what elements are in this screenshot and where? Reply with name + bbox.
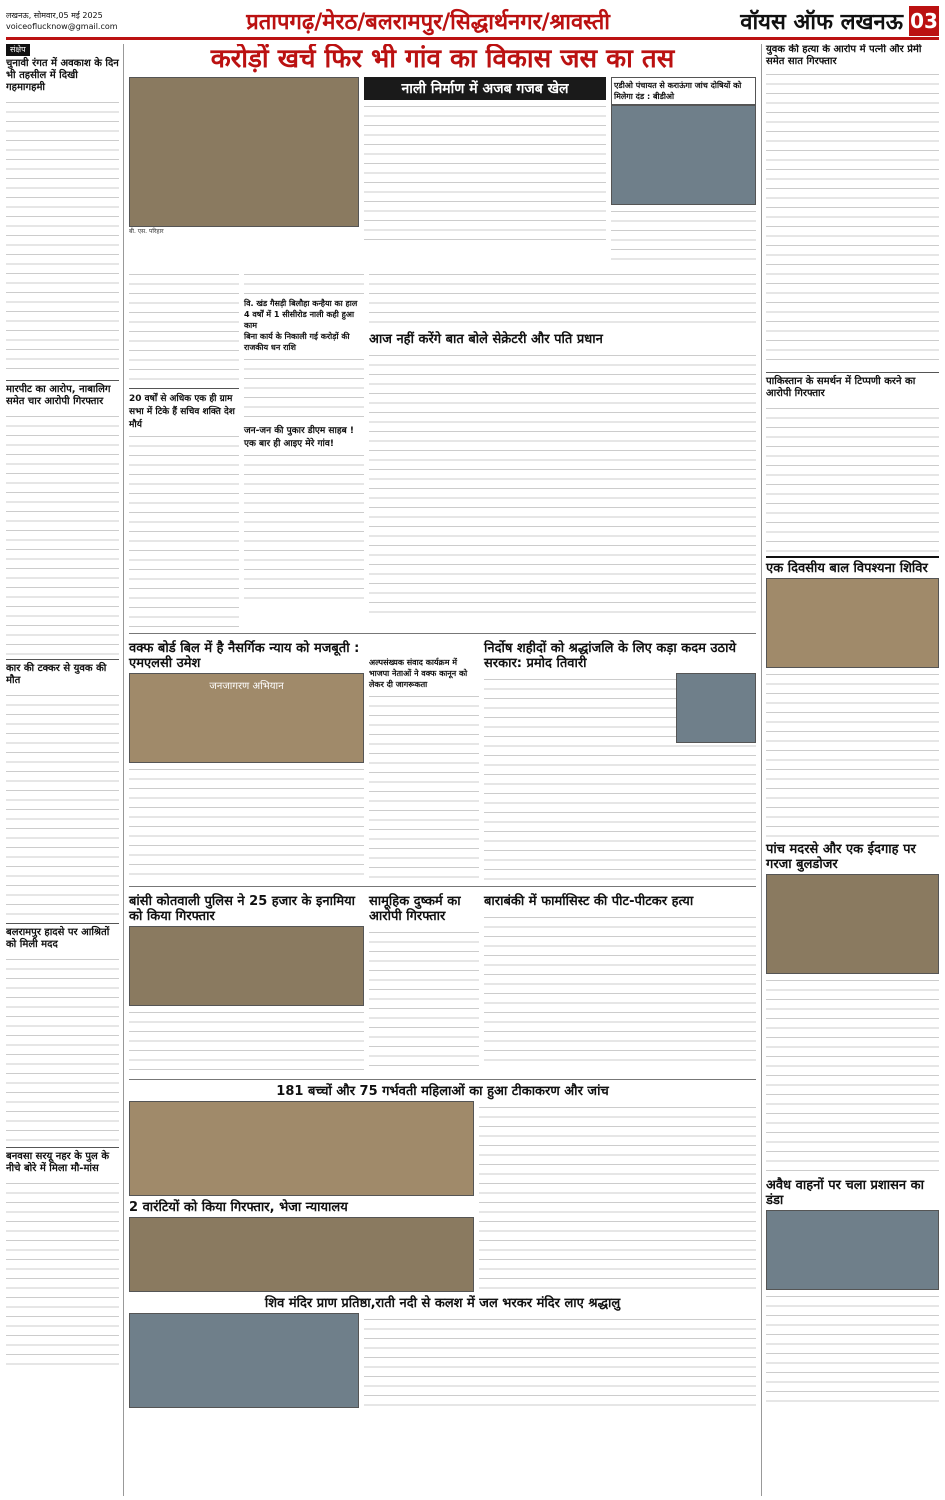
brief-tag: संक्षेप	[6, 44, 30, 56]
sub-headline-2: जन-जन की पुकार डीएम साहब ! एक बार ही आइए मेरे गांव!	[244, 426, 354, 449]
warrant-photo	[129, 1217, 474, 1292]
camp-photo	[766, 578, 939, 668]
event-poster	[129, 673, 364, 763]
bansi-photo	[129, 926, 364, 1006]
city-list: प्रतापगढ़/मेरठ/बलरामपुर/सिद्धार्थनगर/श्रावस्ती	[246, 9, 610, 35]
waqf-headline: वक्फ बोर्ड बिल में है नैसर्गिक न्याय को मजबूती : एमएलसी उमेश	[129, 641, 360, 671]
dateline-block	[6, 10, 116, 32]
dateline: लखनऊ, सोमवार,05 मई 2025	[6, 10, 103, 20]
lead-headline: करोड़ों खर्च फिर भी गांव का विकास जस का तस	[210, 44, 675, 74]
masthead	[6, 4, 939, 40]
camp-headline: एक दिवसीय बाल विपश्यना शिविर	[766, 556, 939, 576]
bansi-headline: बांसी कोतवाली पुलिस ने 25 हजार के इनामिया को किया गिरफ्तार	[129, 894, 356, 924]
left-headline-5: बनवसा सरयू नहर के पुल के नीचे बोरे में मिला मौ-मांस	[6, 1147, 119, 1175]
shiv-headline: शिव मंदिर प्राण प्रतिष्ठा,राती नदी से कलश में जल भरकर मंदिर लाए श्रद्धालु	[264, 1296, 621, 1311]
quote-2: 4 वर्षों में 1 सीसीरोड नाली कही हुआ काम	[244, 310, 355, 330]
page-number: 03	[909, 6, 939, 36]
sdo-box: एडीओ पंचायत से कराऊंगा जांच दोषियों को मिलेगा दंड : बीडीओ	[611, 77, 756, 105]
vehicles-photo	[766, 1210, 939, 1290]
photo-caption: बी. एस. परिहार	[129, 228, 164, 235]
lead-photo	[129, 77, 359, 227]
left-headline-4: बलरामपुर हादसे पर आश्रितों को मिली मदद	[6, 923, 119, 951]
right-headline-2: पाकिस्तान के समर्थन में टिप्पणी करने का आरोपी गिरफ्तार	[766, 372, 939, 400]
drain-banner: नाली निर्माण में अजब गजब खेल	[364, 77, 606, 100]
bdo-photo	[611, 105, 756, 205]
barabanki-headline: बाराबंकी में फार्मासिस्ट की पीट-पीटकर हत्या	[484, 894, 694, 909]
left-headline-1: चुनावी रंगत में अवकाश के दिन भी तहसील में दिखी गहमागहमी	[6, 57, 119, 93]
right-column	[761, 44, 939, 1496]
brand-name: वॉयस ऑफ लखनऊ	[740, 9, 903, 35]
martyrs-headline: निर्दोष शहीदों को श्रद्धांजलि के लिए कड़ा कदम उठाये सरकार: प्रमोद तिवारी	[484, 641, 736, 671]
email: voiceoflucknow@gmail.com	[6, 21, 118, 31]
waqf-subhead: अल्पसंख्यक संवाद कार्यक्रम में भाजपा नेताओं ने वक्फ कानून को लेकर दी जागरूकता	[369, 658, 468, 689]
tiwari-photo	[676, 673, 756, 743]
quote-3: बिना कार्य के निकाली गई करोड़ों की राजकीय धन राशि	[244, 332, 350, 352]
main-section	[124, 44, 761, 1496]
warrant-headline: 2 वारंटियों को किया गिरफ्तार, भेजा न्यायालय	[129, 1200, 348, 1215]
left-column	[6, 44, 124, 1496]
bulldozer-photo	[766, 874, 939, 974]
madrasa-headline: पांच मदरसे और एक ईदगाह पर गरजा बुलडोजर	[766, 842, 916, 872]
poster-title: जनजागरण अभियान	[209, 681, 284, 692]
vehicles-headline: अवैध वाहनों पर चला प्रशासन का डंडा	[766, 1178, 924, 1208]
sub-headline-3: आज नहीं करेंगे बात बोले सेक्रेटरी और पति प्रधान	[369, 332, 603, 347]
left-headline-3: कार की टक्कर से युवक की मौत	[6, 659, 119, 687]
samuhik-headline: सामूहिक दुष्कर्म का आरोपी गिरफ्तार	[369, 894, 461, 924]
right-headline-1: युवक की हत्या के आरोप में पत्नी और प्रेमी समेत सात गिरफ्तार	[766, 44, 922, 67]
shiv-photo	[129, 1313, 359, 1408]
vaccine-photo	[129, 1101, 474, 1196]
vaccine-headline: 181 बच्चों और 75 गर्भवती महिलाओं का हुआ टीकाकरण और जांच	[276, 1084, 609, 1099]
left-headline-2: मारपीट का आरोप, नाबालिग समेत चार आरोपी गिरफ्तार	[6, 380, 119, 408]
sub-headline-1: 20 वर्षों से अधिक एक ही ग्राम सभा में टिके हैं सचिव शक्ति देश मौर्य	[129, 388, 239, 430]
quote-1: वि. खंड गैसड़ी बिलौहा कन्हैया का हाल	[244, 299, 358, 308]
